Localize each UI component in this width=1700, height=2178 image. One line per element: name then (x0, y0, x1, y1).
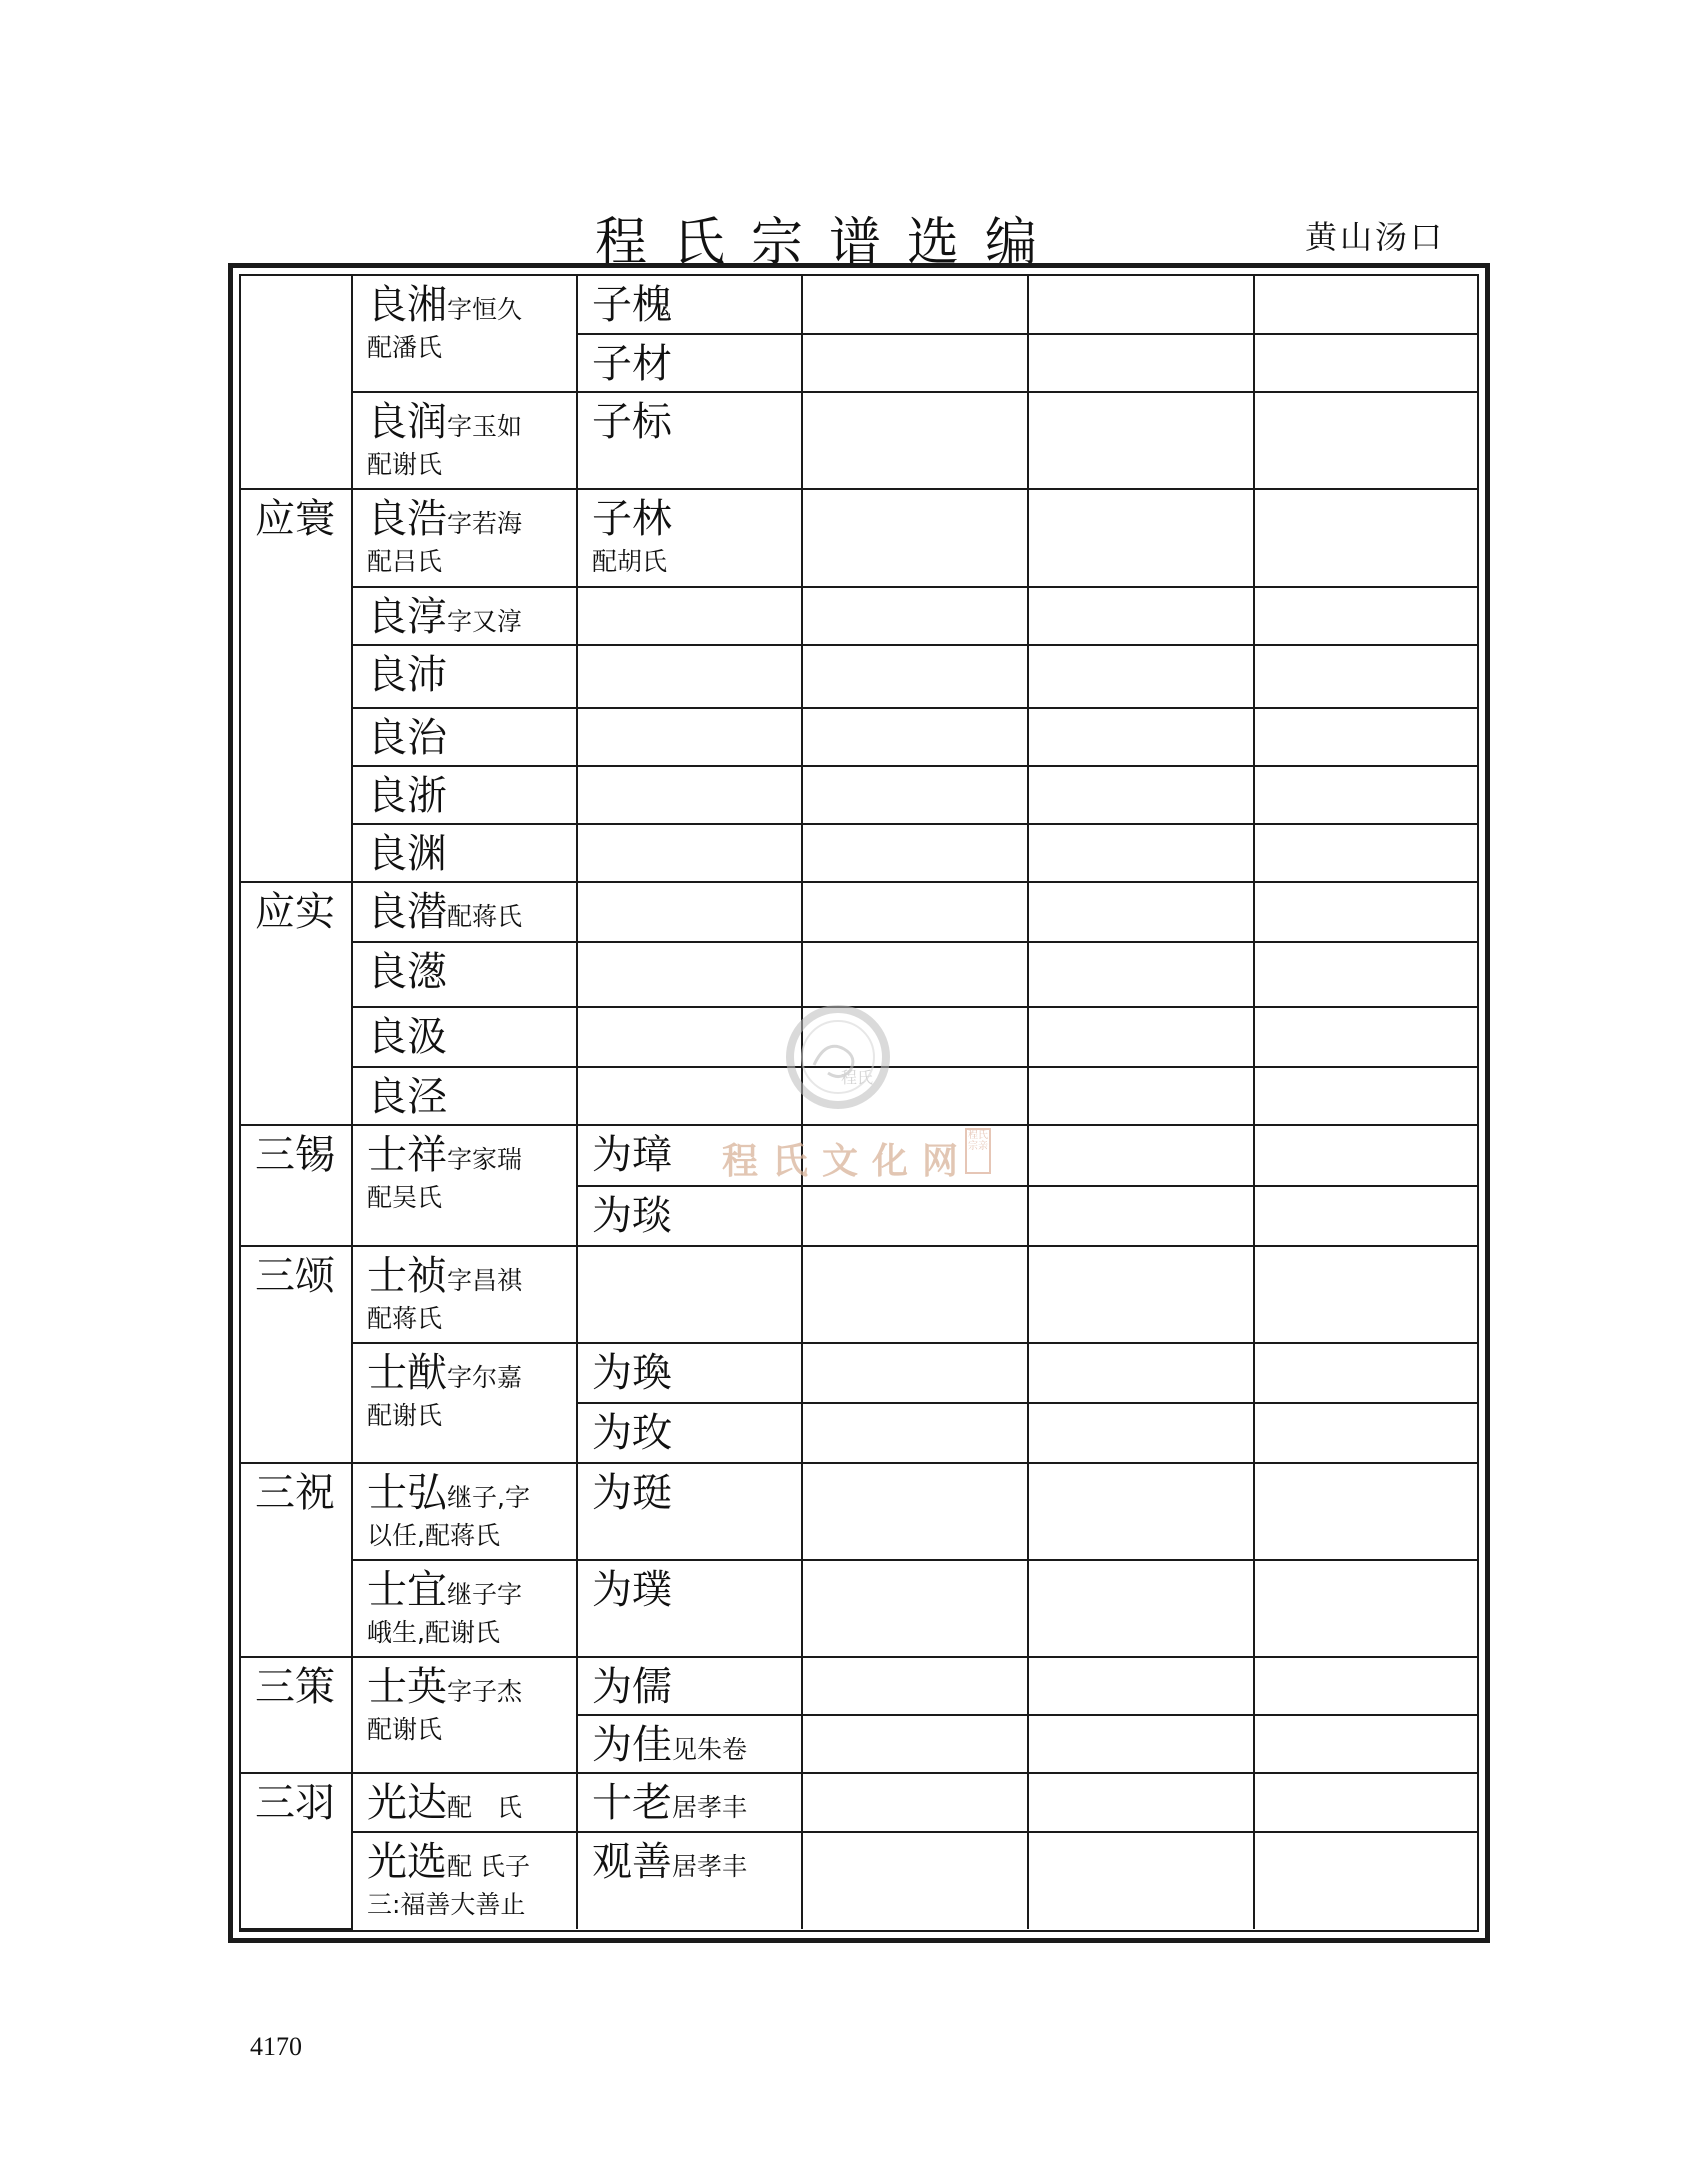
member-cell (352, 882, 577, 942)
empty-cell (1028, 489, 1254, 586)
father-name: 三锡 (255, 1132, 335, 1179)
empty-cell (1254, 1246, 1477, 1343)
member-name: 良渊 (367, 830, 447, 877)
member-style: 字家瑞 (447, 1145, 523, 1175)
empty-cell (1028, 1125, 1254, 1185)
member-cell (352, 942, 577, 1007)
table-row (241, 1246, 1477, 1343)
empty-cell (1254, 392, 1477, 489)
table-row (241, 1657, 1477, 1715)
page-title: 程氏宗谱选编 (595, 213, 1064, 273)
empty-cell (1254, 1067, 1477, 1125)
son-name: 子林 (592, 496, 672, 543)
empty-cell (802, 1403, 1028, 1463)
member-note: 峨生,配谢氏 (367, 1618, 500, 1648)
son-cell (577, 1186, 802, 1246)
son-note: 配胡氏 (592, 547, 668, 577)
empty-cell (1254, 645, 1477, 708)
son-cell (577, 392, 802, 489)
empty-cell (1028, 1343, 1254, 1403)
member-cell (352, 1343, 577, 1463)
member-style: 字玉如 (447, 412, 523, 442)
empty-cell (577, 766, 802, 824)
member-name: 良湘 (367, 282, 447, 328)
empty-cell (802, 1773, 1028, 1831)
empty-cell (802, 1343, 1028, 1403)
son-cell (577, 489, 802, 586)
empty-cell (1028, 1186, 1254, 1246)
table-row (241, 708, 1477, 766)
member-note: 配谢氏 (367, 450, 443, 480)
member-cell (352, 1773, 577, 1831)
father-cell (241, 1463, 352, 1657)
son-cell (577, 1343, 802, 1403)
member-name: 士猷 (367, 1349, 447, 1396)
son-cell (577, 334, 802, 392)
empty-cell (1028, 392, 1254, 489)
son-cell (577, 1403, 802, 1463)
empty-cell (1254, 1773, 1477, 1831)
empty-cell (1254, 1560, 1477, 1657)
empty-cell (1254, 766, 1477, 824)
empty-cell (1254, 1007, 1477, 1067)
son-cell (577, 1773, 802, 1831)
member-name: 良治 (367, 714, 447, 761)
son-name: 为瑍 (592, 1349, 672, 1396)
member-name: 良沛 (367, 651, 447, 698)
table-row (241, 1343, 1477, 1403)
empty-cell (577, 1067, 802, 1125)
son-cell (577, 1463, 802, 1560)
empty-cell (802, 708, 1028, 766)
father-name: 应实 (255, 889, 335, 936)
member-style: 字恒久 (447, 295, 523, 324)
member-cell (352, 766, 577, 824)
watermark-text: 程氏文化网 (722, 1140, 973, 1182)
empty-cell (1254, 942, 1477, 1007)
empty-cell (1028, 276, 1254, 334)
empty-cell (577, 1007, 802, 1067)
member-name: 良潜 (367, 889, 447, 936)
member-style: 字若海 (447, 509, 523, 539)
son-name: 为璋 (592, 1132, 672, 1179)
empty-cell (1028, 942, 1254, 1007)
empty-cell (1028, 1832, 1254, 1929)
father-cell (241, 1657, 352, 1773)
table-row (241, 882, 1477, 942)
member-name: 良润 (367, 399, 447, 446)
table-row (241, 766, 1477, 824)
member-style: 继子字 (447, 1580, 523, 1610)
son-name: 为璞 (592, 1567, 672, 1614)
empty-cell (577, 587, 802, 645)
member-style: 继子,字 (447, 1482, 530, 1512)
member-cell (352, 1067, 577, 1125)
father-name: 三羽 (255, 1780, 335, 1827)
empty-cell (802, 1246, 1028, 1343)
member-note: 三:福善大善止 (367, 1889, 526, 1919)
empty-cell (802, 645, 1028, 708)
empty-cell (802, 1657, 1028, 1715)
member-name: 良浩 (367, 496, 447, 543)
empty-cell (802, 276, 1028, 334)
member-cell (352, 1007, 577, 1067)
son-cell (577, 1657, 802, 1715)
member-name: 良濍 (367, 949, 447, 996)
member-cell (352, 1560, 577, 1657)
member-name: 士英 (367, 1664, 447, 1711)
member-style: 字尔嘉 (447, 1362, 523, 1392)
son-style: 居孝丰 (672, 1851, 748, 1881)
empty-cell (802, 1463, 1028, 1560)
watermark-logo-icon (786, 1005, 890, 1109)
son-cell (577, 1715, 802, 1773)
empty-cell (1028, 824, 1254, 882)
member-name: 光达 (367, 1780, 447, 1827)
member-name: 士弘 (367, 1469, 447, 1516)
table-row (241, 392, 1477, 489)
member-name: 良淳 (367, 593, 447, 640)
member-note: 配吕氏 (367, 547, 443, 577)
empty-cell (802, 1715, 1028, 1773)
son-cell (577, 1560, 802, 1657)
empty-cell (1028, 645, 1254, 708)
empty-cell (1028, 1657, 1254, 1715)
father-cell (241, 489, 352, 882)
table-row (241, 1832, 1477, 1929)
member-name: 士祥 (367, 1132, 447, 1179)
empty-cell (1254, 587, 1477, 645)
member-name: 光选 (367, 1838, 447, 1885)
table-row (241, 587, 1477, 645)
empty-cell (802, 392, 1028, 489)
empty-cell (1254, 1186, 1477, 1246)
member-note: 配蒋氏 (367, 1303, 443, 1333)
member-cell (352, 708, 577, 766)
empty-cell (802, 882, 1028, 942)
son-name: 子材 (592, 341, 672, 388)
empty-cell (1254, 1463, 1477, 1560)
empty-cell (802, 824, 1028, 882)
empty-cell (1028, 1007, 1254, 1067)
member-note: 配谢氏 (367, 1400, 443, 1430)
table-row (241, 824, 1477, 882)
table-row (241, 1560, 1477, 1657)
father-cell (241, 1773, 352, 1929)
member-note: 配吴氏 (367, 1183, 443, 1213)
member-note: 以任,配蒋氏 (367, 1520, 500, 1550)
son-style: 居孝丰 (672, 1793, 748, 1823)
empty-cell (1028, 1246, 1254, 1343)
empty-cell (802, 942, 1028, 1007)
empty-cell (1028, 587, 1254, 645)
member-style: 字又淳 (447, 606, 523, 636)
son-name: 为佳 (592, 1722, 672, 1769)
empty-cell (1254, 334, 1477, 392)
empty-cell (1028, 766, 1254, 824)
member-cell (352, 489, 577, 586)
empty-cell (802, 1560, 1028, 1657)
empty-cell (802, 489, 1028, 586)
empty-cell (1254, 708, 1477, 766)
table-row (241, 942, 1477, 1007)
member-name: 良浙 (367, 772, 447, 819)
member-cell (352, 1125, 577, 1245)
son-cell (577, 276, 802, 334)
empty-cell (802, 1832, 1028, 1929)
empty-cell (1028, 882, 1254, 942)
member-cell (352, 276, 577, 392)
table-row (241, 489, 1477, 586)
empty-cell (1254, 1343, 1477, 1403)
empty-cell (1028, 334, 1254, 392)
empty-cell (1254, 276, 1477, 334)
empty-cell (1254, 824, 1477, 882)
table-row (241, 276, 1477, 334)
empty-cell (1028, 708, 1254, 766)
member-name: 士宜 (367, 1567, 447, 1614)
member-cell (352, 1463, 577, 1560)
empty-cell (1254, 1715, 1477, 1773)
empty-cell (802, 334, 1028, 392)
member-style: 字昌祺 (447, 1265, 523, 1295)
member-style: 字子杰 (447, 1677, 523, 1707)
empty-cell (577, 942, 802, 1007)
empty-cell (1254, 489, 1477, 586)
member-cell (352, 824, 577, 882)
member-name: 士祯 (367, 1252, 447, 1299)
member-cell (352, 645, 577, 708)
father-cell (241, 1246, 352, 1463)
father-cell (241, 882, 352, 1125)
empty-cell (1254, 882, 1477, 942)
empty-cell (577, 1246, 802, 1343)
son-style: 见朱卷 (672, 1735, 748, 1765)
page-number: 4170 (250, 2032, 302, 2061)
member-cell (352, 1832, 577, 1929)
son-name: 为琰 (592, 1192, 672, 1239)
father-cell (241, 276, 352, 489)
empty-cell (577, 824, 802, 882)
member-cell (352, 1657, 577, 1773)
father-name: 三颂 (255, 1252, 335, 1299)
empty-cell (1254, 1403, 1477, 1463)
member-cell (352, 1246, 577, 1343)
empty-cell (802, 766, 1028, 824)
member-note: 配谢氏 (367, 1715, 443, 1745)
empty-cell (802, 587, 1028, 645)
place-name: 黄山汤口 (1305, 218, 1446, 256)
empty-cell (1028, 1560, 1254, 1657)
son-name: 子标 (592, 399, 672, 446)
member-style: 配蒋氏 (447, 902, 523, 932)
empty-cell (577, 645, 802, 708)
table-row (241, 1773, 1477, 1831)
empty-cell (802, 1186, 1028, 1246)
empty-cell (1028, 1403, 1254, 1463)
member-style: 配 氏 (447, 1793, 523, 1823)
son-name: 十老 (592, 1780, 672, 1827)
empty-cell (1028, 1773, 1254, 1831)
son-name: 为玫 (592, 1409, 672, 1456)
son-name: 为珽 (592, 1469, 672, 1516)
member-note: 配潘氏 (367, 333, 443, 362)
member-cell (352, 587, 577, 645)
son-name: 为儒 (592, 1664, 672, 1711)
son-name: 子槐 (592, 282, 672, 328)
watermark-stamp: 程氏宗亲 (965, 1128, 991, 1174)
father-name: 三祝 (255, 1469, 335, 1516)
empty-cell (577, 708, 802, 766)
father-name: 应寰 (255, 496, 335, 543)
empty-cell (1254, 1657, 1477, 1715)
member-style: 配 氏子 (447, 1851, 530, 1881)
son-name: 观善 (592, 1838, 672, 1885)
empty-cell (1028, 1067, 1254, 1125)
father-cell (241, 1125, 352, 1245)
table-row (241, 645, 1477, 708)
watermark-logo-text: 程氏 (841, 1068, 874, 1087)
empty-cell (1028, 1463, 1254, 1560)
son-cell (577, 1832, 802, 1929)
member-name: 良泾 (367, 1074, 447, 1121)
member-cell (352, 392, 577, 489)
empty-cell (1254, 1832, 1477, 1929)
table-row (241, 1463, 1477, 1560)
member-name: 良汲 (367, 1014, 447, 1061)
empty-cell (577, 882, 802, 942)
father-name: 三策 (255, 1664, 335, 1711)
empty-cell (1254, 1125, 1477, 1185)
empty-cell (1028, 1715, 1254, 1773)
